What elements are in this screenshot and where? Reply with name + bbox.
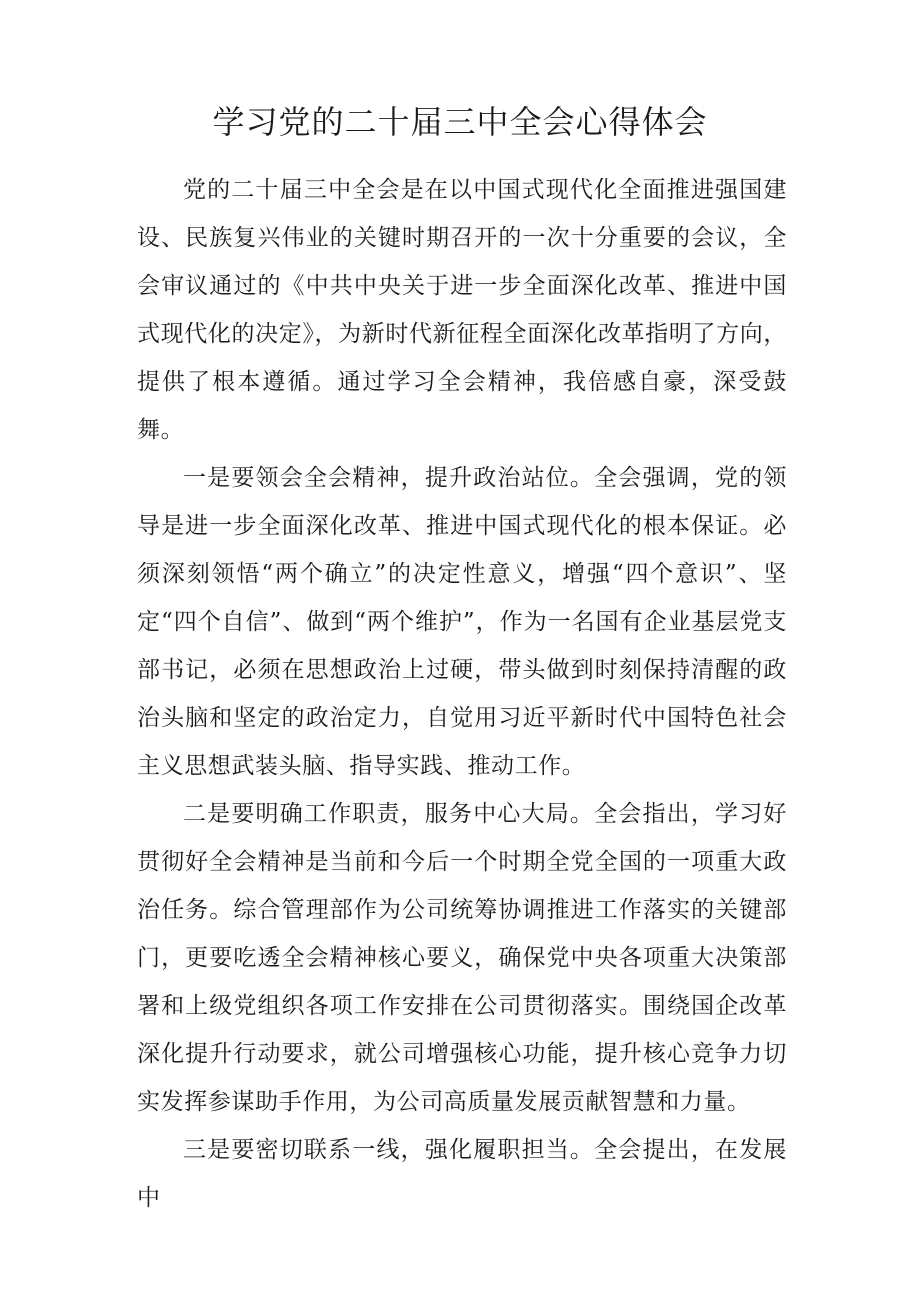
document-body	[137, 166, 787, 1222]
document-title: 学习党的二十届三中全会心得体会	[212, 103, 708, 141]
paragraph-point-three: 三是要密切联系一线，强化履职担当。全会提出，在发展中	[137, 1137, 787, 1211]
paragraph-intro: 党的二十届三中全会是在以中国式现代化全面推进强国建设、民族复兴伟业的关键时期召开的一次十分重要的会议，全会审议通过的《中共中央关于进一步全面深化改革、推进中国式现代化的决定》，为新时代新征程全面深化改革指明了方向，提供了根本遵循。通过学习全会精神，我倍感自豪，深受鼓舞。	[137, 177, 787, 443]
paragraph-point-one: 一是要领会全会精神，提升政治站位。全会强调，党的领导是进一步全面深化改革、推进中国式现代化的根本保证。必须深刻领悟“两个确立”的决定性意义，增强“四个意识”、坚定“四个自信”、做到“两个维护”，作为一名国有企业基层党支部书记，必须在思想政治上过硬，带头做到时刻保持清醒的政治头脑和坚定的政治定力，自觉用习近平新时代中国特色社会主义思想武装头脑、指导实践、推动工作。	[137, 465, 787, 779]
paragraph-point-two: 二是要明确工作职责，服务中心大局。全会指出，学习好贯彻好全会精神是当前和今后一个时期全党全国的一项重大政治任务。综合管理部作为公司统筹协调推进工作落实的关键部门，更要吃透全会精神核心要义，确保党中央各项重大决策部署和上级党组织各项工作安排在公司贯彻落实。围绕国企改革深化提升行动要求，就公司增强核心功能，提升核心竞争力切实发挥参谋助手作用，为公司高质量发展贡献智慧和力量。	[137, 801, 787, 1115]
